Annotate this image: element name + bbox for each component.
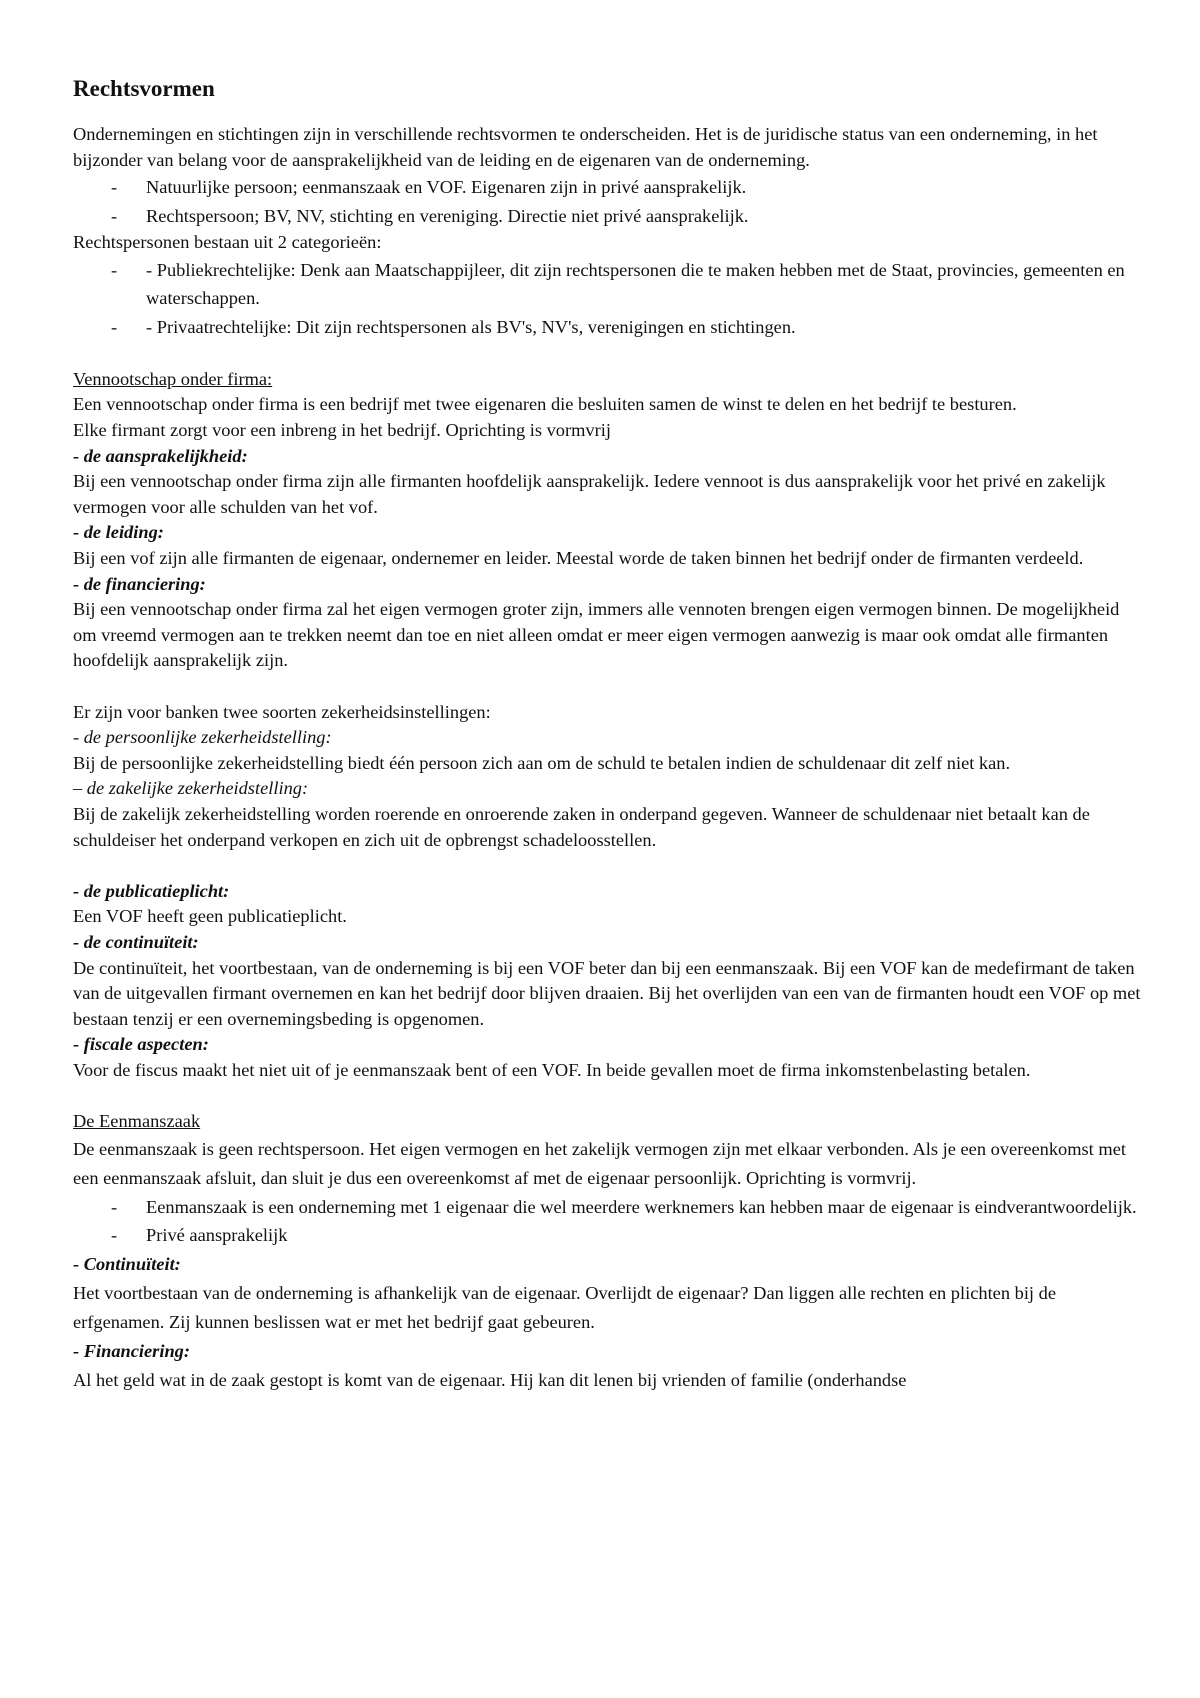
eenmanszaak-list	[73, 1193, 1143, 1250]
continuiteit-text: De continuïteit, het voortbestaan, van de onderneming is bij een VOF beter dan bij een eenmanszaak. Bij een VOF kan de medefirmant de taken van de uitgevallen firmant overnemen en kan het bedrijf door blijven draaien. Bij het overlijden van een van de firmanten houdt een VOF op met bestaan tenzij er een overnemingsbeding is opgenomen.	[73, 957, 1141, 1029]
page-title: Rechtsvormen	[73, 76, 215, 101]
eenmanszaak-continuiteit-text: Het voortbestaan van de onderneming is afhankelijk van de eigenaar. Overlijdt de eigenaar? Dan liggen alle rechten en plichten bij de erfgenamen. Zij kunnen beslissen wat er met het bedrijf gaat gebeuren.	[73, 1282, 1057, 1332]
list-item: - Privé aansprakelijk	[73, 1221, 1143, 1250]
fiscale-aspecten-text: Voor de fiscus maakt het niet uit of je eenmanszaak bent of een VOF. In beide gevallen moet de firma inkomstenbelasting betalen.	[73, 1059, 1031, 1080]
eenmanszaak-heading: De Eenmanszaak	[73, 1111, 201, 1132]
list-item: - - Publiekrechtelijke: Denk aan Maatschappijleer, dit zijn rechtspersonen die te maken hebben met de Staat, provincies, gemeenten en waterschappen.	[73, 256, 1143, 313]
dash-bullet: -	[111, 316, 118, 337]
aansprakelijkheid-text: Bij een vennootschap onder firma zijn alle firmanten hoofdelijk aansprakelijk. Iedere vennoot is dus aansprakelijk voor het privé en zakelijk vermogen voor alle schulden van het vof.	[73, 471, 1106, 517]
zakelijke-zekerheid-label: – de zakelijke zekerheidstelling:	[73, 778, 309, 799]
vof-heading: Vennootschap onder firma:	[73, 368, 273, 389]
vof-paragraph-1: Een vennootschap onder firma is een bedrijf met twee eigenaren die besluiten samen de winst te delen en het bedrijf te besturen.	[73, 394, 1017, 415]
fiscale-aspecten-label: - fiscale aspecten:	[73, 1034, 209, 1055]
intro-paragraph: Ondernemingen en stichtingen zijn in verschillende rechtsvormen te onderscheiden. Het is de juridische status van een onderneming, in het bijzonder van belang voor de aansprakelijkheid van de leiding en de eigenaren van de onderneming.	[73, 124, 1098, 170]
financiering-text: Bij een vennootschap onder firma zal het eigen vermogen groter zijn, immers alle vennoten brengen eigen vermogen binnen. De mogelijkheid om vreemd vermogen aan te trekken neemt dan toe en niet alleen omdat er meer eigen vermogen aanwezig is maar ook omdat alle firmanten hoofdelijk aansprakelijk zijn.	[73, 599, 1120, 671]
dash-bullet: -	[111, 205, 118, 226]
vof-paragraph-2: Elke firmant zorgt voor een inbreng in het bedrijf. Oprichting is vormvrij	[73, 420, 611, 441]
eenmanszaak-continuiteit-label: - Continuïteit:	[73, 1253, 181, 1274]
leiding-label: - de leiding:	[73, 522, 164, 543]
persoonlijke-zekerheid-text: Bij de persoonlijke zekerheidstelling biedt één persoon zich aan om de schuld te betalen indien de schuldenaar dit zelf niet kan.	[73, 752, 1011, 773]
publicatieplicht-label: - de publicatieplicht:	[73, 880, 230, 901]
dash-bullet: -	[111, 1196, 118, 1217]
financiering-label: - de financiering:	[73, 573, 206, 594]
eenmanszaak-paragraph-1: De eenmanszaak is geen rechtspersoon. Het eigen vermogen en het zakelijk vermogen zijn met elkaar verbonden. Als je een overeenkomst met een eenmanszaak afsluit, dan sluit je dus een overeenkomst af met de eigenaar persoonlijk. Oprichting is vormvrij.	[73, 1138, 1126, 1188]
dash-bullet: -	[111, 259, 118, 280]
dash-bullet: -	[111, 177, 118, 198]
list-item: - - Privaatrechtelijke: Dit zijn rechtspersonen als BV's, NV's, verenigingen en stichtingen.	[73, 313, 1143, 342]
zekerheid-intro: Er zijn voor banken twee soorten zekerheidsinstellingen:	[73, 701, 491, 722]
categories-intro: Rechtspersonen bestaan uit 2 categorieën:	[73, 232, 382, 253]
dash-bullet: -	[111, 1225, 118, 1246]
continuiteit-label: - de continuïteit:	[73, 931, 199, 952]
categories-list	[73, 256, 1143, 342]
document-page	[73, 74, 1143, 1395]
eenmanszaak-financiering-text: Al het geld wat in de zaak gestopt is komt van de eigenaar. Hij kan dit lenen bij vrienden of familie (onderhandse	[73, 1369, 907, 1390]
list-item: - Eenmanszaak is een onderneming met 1 eigenaar die wel meerdere werknemers kan hebben maar de eigenaar is eindverantwoordelijk.	[73, 1193, 1143, 1222]
publicatieplicht-text: Een VOF heeft geen publicatieplicht.	[73, 906, 347, 927]
leiding-text: Bij een vof zijn alle firmanten de eigenaar, ondernemer en leider. Meestal worde de taken binnen het bedrijf onder de firmanten verdeeld.	[73, 548, 1084, 569]
persoonlijke-zekerheid-label: - de persoonlijke zekerheidstelling:	[73, 727, 332, 748]
list-item: - Rechtspersoon; BV, NV, stichting en vereniging. Directie niet privé aansprakelijk.	[73, 202, 1143, 231]
eenmanszaak-financiering-label: - Financiering:	[73, 1340, 190, 1361]
intro-list	[73, 173, 1143, 230]
zakelijke-zekerheid-text: Bij de zakelijk zekerheidstelling worden roerende en onroerende zaken in onderpand gegeven. Wanneer de schuldenaar niet betaalt kan de schuldeiser het onderpand verkopen en zich uit de opbrengst schadeloosstellen.	[73, 803, 1090, 850]
list-item: - Natuurlijke persoon; eenmanszaak en VOF. Eigenaren zijn in privé aansprakelijk.	[73, 173, 1143, 202]
aansprakelijkheid-label: - de aansprakelijkheid:	[73, 445, 248, 466]
